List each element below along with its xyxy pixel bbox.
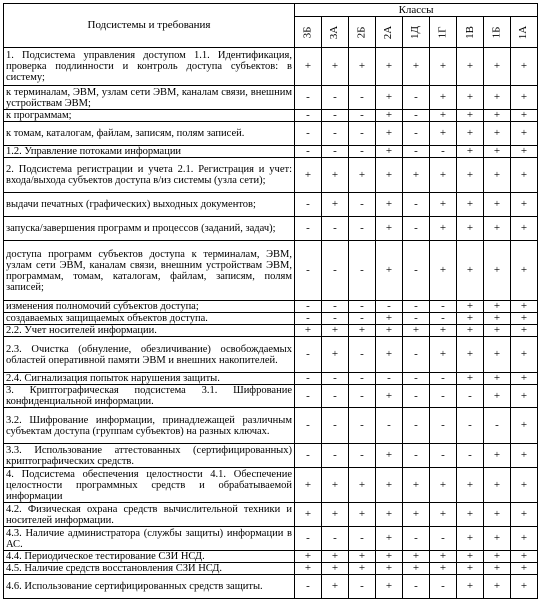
class-mark-cell: + xyxy=(322,563,349,575)
class-mark-cell: - xyxy=(349,110,376,122)
class-mark-cell: + xyxy=(403,325,430,337)
class-mark-cell: - xyxy=(295,146,322,158)
requirement-text: 2. Подсистема регистрации и учета 2.1. Регистрация и учет: входа/выхода субъектов доступа в/из системы (узла сети); xyxy=(4,158,295,193)
table-row xyxy=(4,373,538,385)
requirement-text: доступа программ субъектов доступа к терминалам, ЭВМ, узлам сети ЭВМ, каналам связи, внешним устройствам ЭВМ, программам, томам, каталогам, файлам, записям, полям записей; xyxy=(4,241,295,301)
requirement-text: 1. Подсистема управления доступом 1.1. Идентификация, проверка подлинности и контроль доступа субъектов: в систему; xyxy=(4,48,295,86)
class-mark-cell: + xyxy=(457,48,484,86)
class-label: 1Г xyxy=(436,26,449,38)
class-mark-cell: + xyxy=(322,575,349,599)
class-mark-cell: - xyxy=(322,241,349,301)
table-row xyxy=(4,325,538,337)
class-mark-cell: - xyxy=(349,122,376,146)
class-mark-cell: + xyxy=(430,468,457,503)
class-mark-cell: + xyxy=(322,468,349,503)
requirement-text: выдачи печатных (графических) выходных документов; xyxy=(4,193,295,217)
class-mark-cell: + xyxy=(430,193,457,217)
class-mark-cell: + xyxy=(484,337,511,373)
class-mark-cell: + xyxy=(457,325,484,337)
class-mark-cell: - xyxy=(322,122,349,146)
class-mark-cell: + xyxy=(295,551,322,563)
class-mark-cell: + xyxy=(430,337,457,373)
class-mark-cell: - xyxy=(295,337,322,373)
class-label: 1Б xyxy=(490,26,503,38)
class-mark-cell: + xyxy=(376,48,403,86)
table-row xyxy=(4,337,538,373)
class-mark-cell: + xyxy=(376,468,403,503)
class-mark-cell: + xyxy=(484,48,511,86)
class-mark-cell: + xyxy=(376,385,403,408)
class-mark-cell: + xyxy=(511,337,538,373)
class-mark-cell: - xyxy=(430,444,457,468)
class-mark-cell: - xyxy=(322,301,349,313)
table-row xyxy=(4,110,538,122)
class-mark-cell: + xyxy=(511,575,538,599)
requirement-text: 4.2. Физическая охрана средств вычислительной техники и носителей информации. xyxy=(4,503,295,527)
class-mark-cell: + xyxy=(457,551,484,563)
class-mark-cell: + xyxy=(457,122,484,146)
class-mark-cell: + xyxy=(511,373,538,385)
class-mark-cell: + xyxy=(484,86,511,110)
requirement-text: 2.4. Сигнализация попыток нарушения защиты. xyxy=(4,373,295,385)
requirement-text: 4.4. Периодическое тестирование СЗИ НСД. xyxy=(4,551,295,563)
class-mark-cell: + xyxy=(322,503,349,527)
class-mark-cell: + xyxy=(511,468,538,503)
class-mark-cell: + xyxy=(484,122,511,146)
class-mark-cell: + xyxy=(295,48,322,86)
table-row xyxy=(4,563,538,575)
class-mark-cell: + xyxy=(322,48,349,86)
class-header-cell xyxy=(457,17,484,48)
class-mark-cell: - xyxy=(376,301,403,313)
table-row xyxy=(4,575,538,599)
class-mark-cell: + xyxy=(349,48,376,86)
class-mark-cell: + xyxy=(457,575,484,599)
class-mark-cell: + xyxy=(403,503,430,527)
class-mark-cell: - xyxy=(430,385,457,408)
class-mark-cell: + xyxy=(484,575,511,599)
class-mark-cell: + xyxy=(430,110,457,122)
class-header-cell xyxy=(484,17,511,48)
class-mark-cell: + xyxy=(295,468,322,503)
class-mark-cell: + xyxy=(403,158,430,193)
class-mark-cell: + xyxy=(376,444,403,468)
class-mark-cell: - xyxy=(349,385,376,408)
class-header-cell xyxy=(349,17,376,48)
class-mark-cell: - xyxy=(349,337,376,373)
class-mark-cell: + xyxy=(511,110,538,122)
requirement-text: изменения полномочий субъектов доступа; xyxy=(4,301,295,313)
class-mark-cell: + xyxy=(376,551,403,563)
class-label: 1В xyxy=(463,25,476,39)
class-mark-cell: - xyxy=(295,385,322,408)
class-mark-cell: + xyxy=(484,146,511,158)
class-mark-cell: + xyxy=(484,313,511,325)
class-mark-cell: + xyxy=(376,146,403,158)
class-mark-cell: - xyxy=(295,217,322,241)
class-mark-cell: - xyxy=(403,110,430,122)
class-mark-cell: + xyxy=(511,193,538,217)
table-row xyxy=(4,301,538,313)
class-mark-cell: - xyxy=(295,527,322,551)
class-mark-cell: + xyxy=(511,241,538,301)
class-mark-cell: + xyxy=(376,563,403,575)
class-mark-cell: - xyxy=(376,408,403,444)
class-mark-cell: + xyxy=(430,551,457,563)
class-mark-cell: + xyxy=(457,193,484,217)
class-mark-cell: - xyxy=(349,575,376,599)
class-header-cell xyxy=(376,17,403,48)
class-mark-cell: + xyxy=(295,158,322,193)
class-mark-cell: + xyxy=(322,337,349,373)
table-row xyxy=(4,551,538,563)
class-mark-cell: + xyxy=(511,122,538,146)
class-mark-cell: - xyxy=(349,313,376,325)
class-label: 1Д xyxy=(409,25,422,39)
class-mark-cell: + xyxy=(484,301,511,313)
class-mark-cell: - xyxy=(403,217,430,241)
class-mark-cell: + xyxy=(376,193,403,217)
column-header-requirements: Подсистемы и требования xyxy=(4,4,295,48)
class-mark-cell: - xyxy=(403,313,430,325)
class-mark-cell: - xyxy=(295,373,322,385)
requirements-table xyxy=(3,3,538,599)
class-mark-cell: - xyxy=(430,146,457,158)
class-mark-cell: + xyxy=(511,158,538,193)
class-mark-cell: + xyxy=(376,313,403,325)
class-mark-cell: + xyxy=(511,86,538,110)
requirement-text: 4.6. Использование сертифицированных средств защиты. xyxy=(4,575,295,599)
class-mark-cell: - xyxy=(349,408,376,444)
class-mark-cell: + xyxy=(484,527,511,551)
class-mark-cell: - xyxy=(457,408,484,444)
class-mark-cell: - xyxy=(295,193,322,217)
requirement-text: 2.3. Очистка (обнуление, обезличивание) освобождаемых областей оперативной памяти ЭВМ и внешних накопителей. xyxy=(4,337,295,373)
class-mark-cell: - xyxy=(403,575,430,599)
document-page xyxy=(3,3,538,599)
class-mark-cell: - xyxy=(430,575,457,599)
class-mark-cell: - xyxy=(295,122,322,146)
class-mark-cell: + xyxy=(349,325,376,337)
class-mark-cell: + xyxy=(511,527,538,551)
requirement-text: 4.3. Наличие администратора (службы защиты) информации в АС. xyxy=(4,527,295,551)
class-mark-cell: + xyxy=(511,301,538,313)
class-mark-cell: + xyxy=(484,444,511,468)
table-row xyxy=(4,146,538,158)
class-mark-cell: - xyxy=(322,444,349,468)
class-mark-cell: + xyxy=(430,325,457,337)
class-mark-cell: - xyxy=(322,110,349,122)
class-mark-cell: - xyxy=(295,313,322,325)
class-mark-cell: - xyxy=(403,86,430,110)
class-header-cell xyxy=(511,17,538,48)
class-mark-cell: - xyxy=(430,408,457,444)
class-mark-cell: + xyxy=(457,563,484,575)
class-mark-cell: + xyxy=(457,373,484,385)
class-mark-cell: - xyxy=(403,146,430,158)
class-mark-cell: + xyxy=(322,158,349,193)
table-row xyxy=(4,241,538,301)
class-mark-cell: - xyxy=(457,444,484,468)
class-mark-cell: + xyxy=(376,527,403,551)
class-mark-cell: + xyxy=(430,241,457,301)
class-header-cell xyxy=(430,17,457,48)
class-mark-cell: + xyxy=(457,527,484,551)
class-mark-cell: + xyxy=(457,301,484,313)
class-mark-cell: + xyxy=(403,48,430,86)
class-mark-cell: - xyxy=(403,193,430,217)
class-mark-cell: - xyxy=(403,122,430,146)
class-mark-cell: - xyxy=(349,146,376,158)
class-mark-cell: + xyxy=(511,408,538,444)
class-mark-cell: - xyxy=(457,385,484,408)
class-mark-cell: + xyxy=(295,563,322,575)
class-label: 2Б xyxy=(355,26,368,38)
class-mark-cell: - xyxy=(295,86,322,110)
class-mark-cell: + xyxy=(457,241,484,301)
column-header-classes: Классы xyxy=(295,4,538,17)
class-mark-cell: - xyxy=(295,575,322,599)
class-mark-cell: - xyxy=(349,444,376,468)
class-mark-cell: - xyxy=(322,385,349,408)
class-mark-cell: + xyxy=(430,563,457,575)
class-mark-cell: - xyxy=(430,313,457,325)
class-mark-cell: + xyxy=(484,503,511,527)
table-row xyxy=(4,527,538,551)
class-mark-cell: - xyxy=(295,444,322,468)
class-mark-cell: + xyxy=(484,193,511,217)
class-mark-cell: + xyxy=(511,48,538,86)
class-mark-cell: + xyxy=(430,217,457,241)
class-mark-cell: - xyxy=(403,527,430,551)
class-label: 3А xyxy=(328,25,341,39)
class-mark-cell: + xyxy=(457,158,484,193)
class-label: 1А xyxy=(517,25,530,39)
class-mark-cell: - xyxy=(295,241,322,301)
class-mark-cell: + xyxy=(457,313,484,325)
class-mark-cell: + xyxy=(376,110,403,122)
class-mark-cell: + xyxy=(295,503,322,527)
table-row xyxy=(4,313,538,325)
class-mark-cell: + xyxy=(349,468,376,503)
class-mark-cell: + xyxy=(511,551,538,563)
class-mark-cell: + xyxy=(349,503,376,527)
class-mark-cell: - xyxy=(322,217,349,241)
class-mark-cell: + xyxy=(403,551,430,563)
class-mark-cell: - xyxy=(403,408,430,444)
requirement-text: к томам, каталогам, файлам, записям, полям записей. xyxy=(4,122,295,146)
class-mark-cell: + xyxy=(484,373,511,385)
class-mark-cell: + xyxy=(484,241,511,301)
class-header-cell xyxy=(322,17,349,48)
class-mark-cell: - xyxy=(349,301,376,313)
class-mark-cell: + xyxy=(376,337,403,373)
class-mark-cell: + xyxy=(376,217,403,241)
class-mark-cell: + xyxy=(349,563,376,575)
class-mark-cell: + xyxy=(457,337,484,373)
class-mark-cell: - xyxy=(322,146,349,158)
class-mark-cell: - xyxy=(403,301,430,313)
class-mark-cell: + xyxy=(457,468,484,503)
class-mark-cell: + xyxy=(511,217,538,241)
class-mark-cell: + xyxy=(322,325,349,337)
class-mark-cell: - xyxy=(322,527,349,551)
class-mark-cell: + xyxy=(511,313,538,325)
table-row xyxy=(4,48,538,86)
class-mark-cell: + xyxy=(403,468,430,503)
class-mark-cell: + xyxy=(376,158,403,193)
class-mark-cell: + xyxy=(484,110,511,122)
class-mark-cell: - xyxy=(403,241,430,301)
class-mark-cell: - xyxy=(376,373,403,385)
class-mark-cell: + xyxy=(376,241,403,301)
requirement-text: 2.2. Учет носителей информации. xyxy=(4,325,295,337)
class-mark-cell: - xyxy=(322,313,349,325)
class-mark-cell: + xyxy=(484,563,511,575)
requirement-text: запуска/завершения программ и процессов (заданий, задач); xyxy=(4,217,295,241)
class-mark-cell: + xyxy=(511,385,538,408)
class-mark-cell: + xyxy=(430,86,457,110)
class-mark-cell: + xyxy=(349,158,376,193)
class-mark-cell: - xyxy=(349,193,376,217)
class-mark-cell: - xyxy=(322,373,349,385)
table-row xyxy=(4,193,538,217)
table-row xyxy=(4,503,538,527)
table-row xyxy=(4,158,538,193)
class-mark-cell: + xyxy=(322,193,349,217)
class-mark-cell: - xyxy=(403,385,430,408)
class-mark-cell: + xyxy=(511,444,538,468)
requirement-text: 1.2. Управление потоками информации xyxy=(4,146,295,158)
class-mark-cell: - xyxy=(403,373,430,385)
class-mark-cell: + xyxy=(484,325,511,337)
class-mark-cell: + xyxy=(484,158,511,193)
class-mark-cell: - xyxy=(295,408,322,444)
class-mark-cell: + xyxy=(457,503,484,527)
table-row xyxy=(4,122,538,146)
class-mark-cell: - xyxy=(322,408,349,444)
class-mark-cell: + xyxy=(430,122,457,146)
class-mark-cell: + xyxy=(322,551,349,563)
class-mark-cell: + xyxy=(484,551,511,563)
class-mark-cell: - xyxy=(295,110,322,122)
class-mark-cell: - xyxy=(295,301,322,313)
class-mark-cell: + xyxy=(484,468,511,503)
requirement-text: 3.3. Использование аттестованных (сертифицированных) криптографических средств. xyxy=(4,444,295,468)
table-row xyxy=(4,444,538,468)
class-mark-cell: - xyxy=(430,527,457,551)
class-mark-cell: + xyxy=(511,325,538,337)
class-mark-cell: - xyxy=(322,86,349,110)
header-row xyxy=(4,4,538,17)
class-mark-cell: + xyxy=(457,217,484,241)
table-row xyxy=(4,408,538,444)
class-mark-cell: - xyxy=(403,337,430,373)
class-mark-cell: + xyxy=(349,551,376,563)
class-mark-cell: + xyxy=(511,563,538,575)
class-mark-cell: + xyxy=(376,86,403,110)
class-mark-cell: + xyxy=(484,385,511,408)
class-mark-cell: + xyxy=(457,86,484,110)
class-mark-cell: - xyxy=(349,527,376,551)
table-row xyxy=(4,86,538,110)
class-mark-cell: + xyxy=(430,158,457,193)
class-mark-cell: + xyxy=(430,503,457,527)
class-mark-cell: - xyxy=(403,444,430,468)
class-header-cell xyxy=(403,17,430,48)
table-row xyxy=(4,217,538,241)
class-mark-cell: + xyxy=(484,217,511,241)
class-label: 3Б xyxy=(301,26,314,38)
class-header-cell xyxy=(295,17,322,48)
class-mark-cell: + xyxy=(376,575,403,599)
class-mark-cell: + xyxy=(403,563,430,575)
class-mark-cell: + xyxy=(430,48,457,86)
requirement-text: 3. Криптографическая подсистема 3.1. Шифрование конфиденциальной информации. xyxy=(4,385,295,408)
class-mark-cell: + xyxy=(511,146,538,158)
class-mark-cell: - xyxy=(349,86,376,110)
class-mark-cell: + xyxy=(511,503,538,527)
class-mark-cell: - xyxy=(484,408,511,444)
class-mark-cell: + xyxy=(295,325,322,337)
requirement-text: 3.2. Шифрование информации, принадлежащей различным субъектам доступа (группам субъектов) на разных ключах. xyxy=(4,408,295,444)
table-row xyxy=(4,468,538,503)
requirement-text: создаваемых защищаемых объектов доступа. xyxy=(4,313,295,325)
class-mark-cell: + xyxy=(376,122,403,146)
requirement-text: к терминалам, ЭВМ, узлам сети ЭВМ, каналам связи, внешним устройствам ЭВМ; xyxy=(4,86,295,110)
class-mark-cell: - xyxy=(349,217,376,241)
class-mark-cell: - xyxy=(430,373,457,385)
requirement-text: 4.5. Наличие средств восстановления СЗИ НСД. xyxy=(4,563,295,575)
class-mark-cell: + xyxy=(376,325,403,337)
requirement-text: 4. Подсистема обеспечения целостности 4.1. Обеспечение целостности программных средств и обрабатываемой информации xyxy=(4,468,295,503)
class-label: 2А xyxy=(382,25,395,39)
class-mark-cell: + xyxy=(457,146,484,158)
requirement-text: к программам; xyxy=(4,110,295,122)
table-row xyxy=(4,385,538,408)
class-mark-cell: - xyxy=(349,241,376,301)
class-mark-cell: - xyxy=(430,301,457,313)
class-mark-cell: + xyxy=(457,110,484,122)
class-mark-cell: + xyxy=(376,503,403,527)
class-mark-cell: - xyxy=(349,373,376,385)
